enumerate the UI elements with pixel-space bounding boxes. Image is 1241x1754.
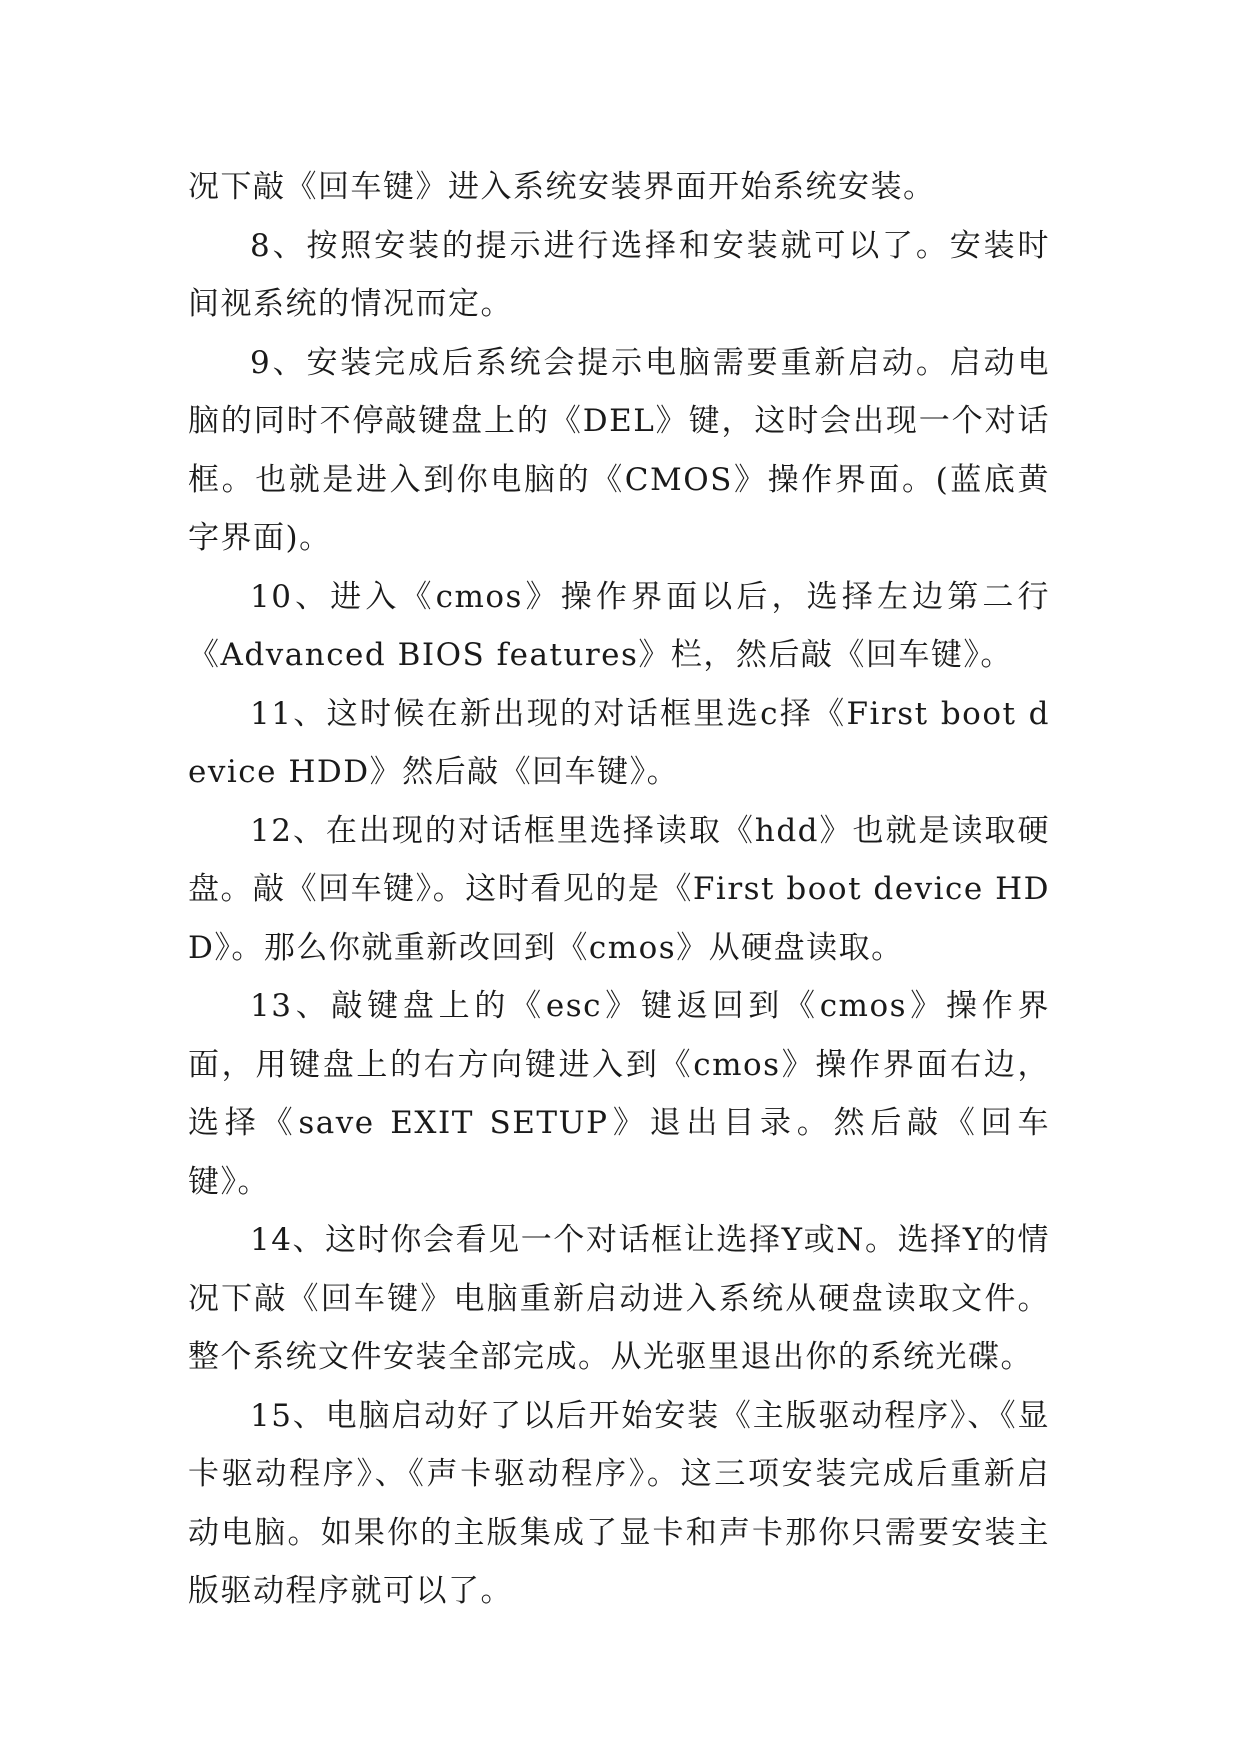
paragraph-step-14: 14、这时你会看见一个对话框让选择Y或N。选择Y的情况下敲《回车键》电脑重新启动进入系统从硬盘读取文件。整个系统文件安装全部完成。从光驱里退出你的系统光碟。 [188, 1222, 1050, 1375]
paragraph-step-11: 11、这时候在新出现的对话框里选c择《First boot device HDD》然后敲《回车键》。 [188, 695, 1050, 790]
paragraph-step-10: 10、进入《cmos》操作界面以后，选择左边第二行《Advanced BIOS features》栏，然后敲《回车键》。 [188, 578, 1050, 673]
paragraph-step-13: 13、敲键盘上的《esc》键返回到《cmos》操作界面，用键盘上的右方向键进入到《cmos》操作界面右边，选择《save EXIT SETUP》退出目录。然后敲《回车键》。 [188, 988, 1050, 1200]
document-body [188, 158, 1050, 1621]
paragraph-step-8: 8、按照安装的提示进行选择和安装就可以了。安装时间视系统的情况而定。 [188, 227, 1050, 322]
paragraph-step-12: 12、在出现的对话框里选择读取《hdd》也就是读取硬盘。敲《回车键》。这时看见的是《First boot device HDD》。那么你就重新改回到《cmos》从硬盘读取。 [188, 812, 1050, 966]
paragraph-step-9: 9、安装完成后系统会提示电脑需要重新启动。启动电脑的同时不停敲键盘上的《DEL》键，这时会出现一个对话框。也就是进入到你电脑的《CMOS》操作界面。(蓝底黄字界面)。 [188, 344, 1050, 556]
paragraph-step-15: 15、电脑启动好了以后开始安装《主版驱动程序》、《显卡驱动程序》、《声卡驱动程序》。这三项安装完成后重新启动电脑。如果你的主版集成了显卡和声卡那你只需要安装主版驱动程序就可以了。 [188, 1397, 1050, 1609]
paragraph-continuation: 况下敲《回车键》进入系统安装界面开始系统安装。 [188, 169, 936, 205]
